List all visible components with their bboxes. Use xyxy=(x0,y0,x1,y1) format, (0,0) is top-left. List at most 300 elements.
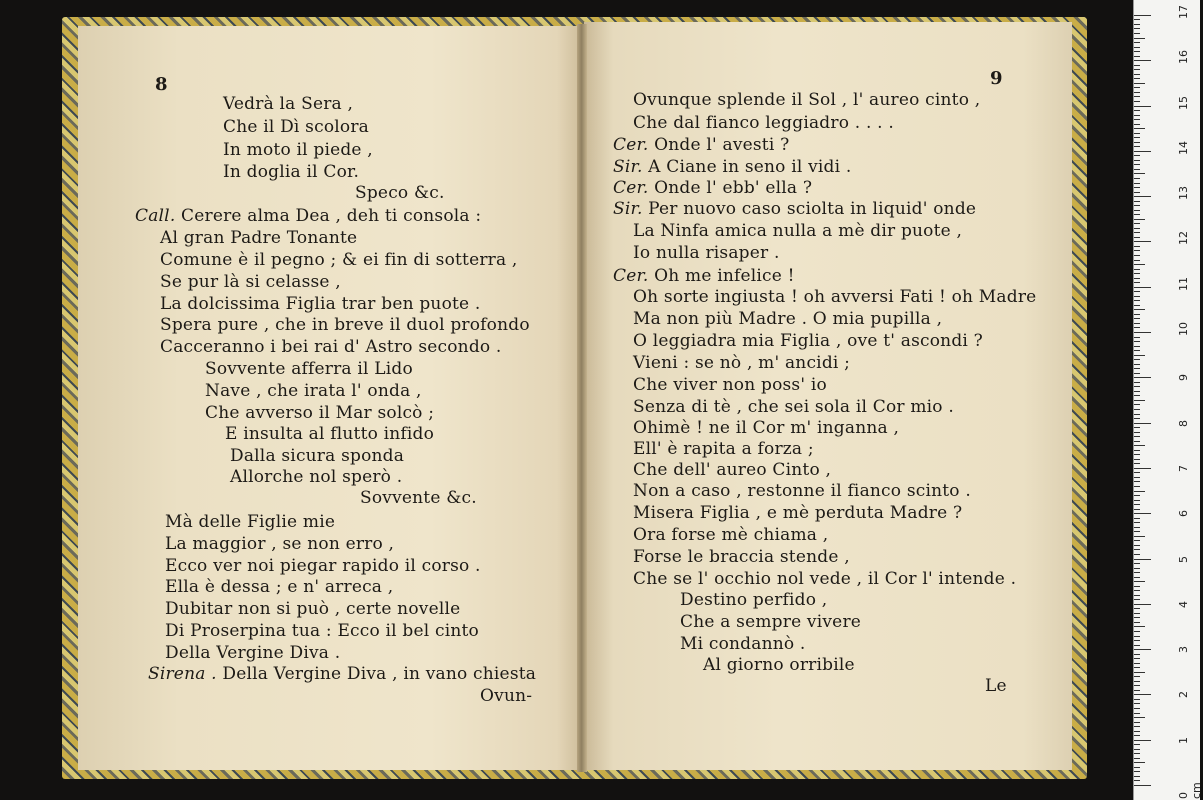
ruler-label: 3 xyxy=(1177,646,1190,654)
ruler-tick xyxy=(1133,160,1140,161)
left-page-line xyxy=(223,140,373,160)
right-page-line xyxy=(613,157,851,177)
ruler-tick xyxy=(1133,577,1140,578)
left-page-line xyxy=(160,337,502,357)
ruler-tick xyxy=(1133,599,1140,600)
ruler-tick xyxy=(1133,722,1140,723)
right-page-line xyxy=(633,353,850,373)
verse-text: Vieni : se nò , m' ancidi ; xyxy=(633,353,851,373)
right-page-line xyxy=(680,590,827,610)
ruler-tick xyxy=(1133,667,1140,668)
left-page-line xyxy=(225,424,434,444)
ruler-tick xyxy=(1133,681,1140,682)
ruler-tick xyxy=(1133,56,1140,57)
verse-text: Della Vergine Diva . xyxy=(165,643,341,663)
verse-text: Che il Dì scolora xyxy=(223,117,369,137)
ruler-tick xyxy=(1133,183,1140,184)
ruler-label: 2 xyxy=(1177,691,1190,699)
ruler-tick xyxy=(1133,631,1140,632)
right-page-line xyxy=(703,655,855,675)
ruler-tick xyxy=(1133,536,1145,537)
ruler-tick xyxy=(1133,771,1140,772)
verse-text: Onde l' ebb' ella ? xyxy=(654,178,813,198)
left-page-line xyxy=(223,162,359,182)
ruler-tick xyxy=(1133,418,1140,419)
ruler-tick xyxy=(1133,69,1140,70)
ruler-tick xyxy=(1133,260,1140,261)
verse-text: Dubitar non si può , certe novelle xyxy=(165,599,461,619)
ruler-tick xyxy=(1133,391,1140,392)
ruler-label: 6 xyxy=(1177,510,1190,518)
ruler-tick xyxy=(1133,228,1140,229)
ruler-tick xyxy=(1133,246,1140,247)
ruler-tick xyxy=(1133,78,1140,79)
ruler-tick xyxy=(1133,142,1140,143)
ruler-tick xyxy=(1133,559,1151,560)
ruler-tick xyxy=(1133,164,1140,165)
ruler-tick xyxy=(1133,155,1140,156)
right-page-line xyxy=(633,503,962,523)
ruler-tick xyxy=(1133,708,1140,709)
ruler-tick xyxy=(1133,219,1145,220)
ruler-tick xyxy=(1133,622,1140,623)
ruler-tick xyxy=(1133,237,1140,238)
verse-text: Che avverso il Mar solcò ; xyxy=(205,403,435,423)
verse-text: Ell' è rapita a forza ; xyxy=(633,439,814,459)
verse-text: Dalla sicura sponda xyxy=(230,446,405,466)
ruler-tick xyxy=(1133,192,1140,193)
ruler-label: 8 xyxy=(1177,419,1190,427)
right-page-line xyxy=(633,439,814,459)
speaker-name: Sir. xyxy=(613,157,649,177)
verse-text: Ovun- xyxy=(480,686,533,706)
right-page-line xyxy=(633,547,850,567)
ruler-tick xyxy=(1133,19,1140,20)
ruler-tick xyxy=(1133,595,1140,596)
left-page-line xyxy=(230,446,404,466)
ruler-label: 9 xyxy=(1177,374,1190,382)
verse-text: E insulta al flutto infido xyxy=(225,424,435,444)
right-page-line xyxy=(633,460,831,480)
right-page-number: 9 xyxy=(990,68,1003,89)
ruler-tick xyxy=(1133,350,1140,351)
ruler-tick xyxy=(1133,481,1140,482)
ruler-label: 4 xyxy=(1177,600,1190,608)
left-page-line xyxy=(360,488,477,508)
right-page-line xyxy=(633,481,971,501)
ruler-tick xyxy=(1133,273,1140,274)
verse-text: Allorche nol sperò . xyxy=(230,467,403,487)
verse-text: Destino perfido , xyxy=(680,590,828,610)
verse-text: Vedrà la Sera , xyxy=(223,94,354,114)
ruler-tick xyxy=(1133,92,1140,93)
ruler-tick xyxy=(1133,436,1140,437)
verse-text: Oh me infelice ! xyxy=(654,266,795,286)
ruler-tick xyxy=(1133,60,1151,61)
ruler-tick xyxy=(1133,762,1145,763)
left-page-line xyxy=(160,272,341,292)
ruler-tick xyxy=(1133,468,1151,469)
ruler-tick xyxy=(1133,640,1140,641)
verse-text: Ma non più Madre . O mia pupilla , xyxy=(633,309,943,329)
ruler-tick xyxy=(1133,713,1140,714)
ruler-tick xyxy=(1133,74,1140,75)
left-page-line xyxy=(135,206,481,226)
ruler-tick xyxy=(1133,346,1140,347)
left-page-line xyxy=(205,403,434,423)
ruler-tick xyxy=(1133,767,1140,768)
ruler-tick xyxy=(1133,386,1140,387)
left-page-line xyxy=(223,94,353,114)
ruler-tick xyxy=(1133,83,1145,84)
ruler-tick xyxy=(1133,491,1145,492)
left-page-line xyxy=(148,664,536,684)
ruler-tick xyxy=(1133,327,1140,328)
ruler-tick xyxy=(1133,527,1140,528)
left-page-line xyxy=(165,534,394,554)
ruler-tick xyxy=(1133,187,1140,188)
ruler-tick xyxy=(1133,201,1140,202)
ruler-tick xyxy=(1133,133,1140,134)
ruler-tick xyxy=(1133,24,1140,25)
ruler-tick xyxy=(1133,106,1151,107)
ruler-tick xyxy=(1133,404,1140,405)
verse-text: A Ciane in seno il vidi . xyxy=(648,157,852,177)
right-page-line xyxy=(633,309,942,329)
ruler-tick xyxy=(1133,699,1140,700)
ruler-tick xyxy=(1133,518,1140,519)
verse-text: Nave , che irata l' onda , xyxy=(205,381,422,401)
verse-text: Misera Figlia , e mè perduta Madre ? xyxy=(633,503,963,523)
verse-text: Mà delle Figlie mie xyxy=(165,512,336,532)
ruler-tick xyxy=(1133,409,1140,410)
ruler-label: 17 xyxy=(1177,4,1190,19)
ruler-tick xyxy=(1133,223,1140,224)
verse-text: Della Vergine Diva , in vano chiesta xyxy=(222,664,537,684)
ruler-tick xyxy=(1133,65,1140,66)
ruler-tick xyxy=(1133,500,1140,501)
ruler-tick xyxy=(1133,590,1140,591)
ruler-tick xyxy=(1133,250,1140,251)
ruler-tick xyxy=(1133,137,1140,138)
ruler-tick xyxy=(1133,300,1140,301)
verse-text: Che dal fianco leggiadro . . . . xyxy=(633,113,894,133)
ruler-tick xyxy=(1133,42,1140,43)
ruler-label: 13 xyxy=(1177,186,1190,201)
speaker-name: Sirena . xyxy=(148,664,223,684)
right-page-line xyxy=(680,612,861,632)
ruler-tick xyxy=(1133,731,1140,732)
ruler-tick xyxy=(1133,173,1145,174)
ruler-tick xyxy=(1133,504,1140,505)
ruler-tick xyxy=(1133,101,1140,102)
ruler-tick xyxy=(1133,654,1140,655)
ruler-tick xyxy=(1133,96,1140,97)
left-page-line xyxy=(165,599,460,619)
ruler-tick xyxy=(1133,726,1140,727)
ruler-tick xyxy=(1133,608,1140,609)
ruler-tick xyxy=(1133,545,1140,546)
ruler-tick xyxy=(1133,445,1145,446)
verse-text: Al giorno orribile xyxy=(703,655,855,675)
verse-text: La maggior , se non erro , xyxy=(165,534,395,554)
ruler-tick xyxy=(1133,337,1140,338)
right-page-line xyxy=(680,634,806,654)
ruler-tick xyxy=(1133,287,1151,288)
ruler-tick xyxy=(1133,264,1145,265)
left-page-line xyxy=(165,512,335,532)
verse-text: Per nuovo caso sciolta in liquid' onde xyxy=(648,199,977,219)
ruler-tick xyxy=(1133,563,1140,564)
right-page-line xyxy=(633,525,828,545)
left-page-line xyxy=(165,556,481,576)
ruler-tick xyxy=(1133,690,1140,691)
verse-text: Cerere alma Dea , deh ti consola : xyxy=(181,206,482,226)
ruler-tick xyxy=(1133,214,1140,215)
ruler-tick xyxy=(1133,210,1140,211)
verse-text: Speco &c. xyxy=(355,183,445,203)
verse-text: Senza di tè , che sei sola il Cor mio . xyxy=(633,397,954,417)
ruler-tick xyxy=(1133,613,1140,614)
ruler-tick xyxy=(1133,758,1140,759)
ruler-tick xyxy=(1133,373,1140,374)
ruler-tick xyxy=(1133,604,1151,605)
left-page-line xyxy=(205,381,422,401)
ruler-tick xyxy=(1133,47,1140,48)
left-page-line xyxy=(160,250,518,270)
left-page-line xyxy=(205,359,413,379)
left-page-line xyxy=(160,315,530,335)
ruler-tick xyxy=(1133,241,1151,242)
ruler-tick xyxy=(1133,291,1140,292)
right-page-line xyxy=(633,243,780,263)
ruler-tick xyxy=(1133,318,1140,319)
verse-text: Comune è il pegno ; & ei fin di sotterra , xyxy=(160,250,518,270)
ruler-tick xyxy=(1133,377,1151,378)
right-page-line xyxy=(613,178,812,198)
right-page-line xyxy=(633,418,899,438)
ruler-tick xyxy=(1133,703,1140,704)
ruler-tick xyxy=(1133,205,1140,206)
ruler-tick xyxy=(1133,735,1140,736)
left-page-line xyxy=(165,643,340,663)
ruler-tick xyxy=(1133,740,1151,741)
ruler-tick xyxy=(1133,568,1140,569)
ruler-tick xyxy=(1133,119,1140,120)
ruler-tick xyxy=(1133,296,1140,297)
speaker-name: Cer. xyxy=(613,135,655,155)
right-page-line xyxy=(633,113,894,133)
ruler-tick xyxy=(1133,636,1140,637)
ruler-tick xyxy=(1133,368,1140,369)
ruler-tick xyxy=(1133,694,1151,695)
ruler-tick xyxy=(1133,309,1145,310)
verse-text: Di Proserpina tua : Ecco il bel cinto xyxy=(165,621,479,641)
verse-text: La Ninfa amica nulla a mè dir puote , xyxy=(633,221,963,241)
ruler-tick xyxy=(1133,51,1140,52)
ruler-tick xyxy=(1133,645,1140,646)
ruler-tick xyxy=(1133,617,1140,618)
ruler-tick xyxy=(1133,663,1140,664)
ruler-tick xyxy=(1133,128,1145,129)
ruler-label: 10 xyxy=(1177,322,1190,336)
ruler-tick xyxy=(1133,178,1140,179)
ruler-tick xyxy=(1133,463,1140,464)
right-page-line xyxy=(633,90,980,110)
ruler-tick xyxy=(1133,477,1140,478)
ruler-tick xyxy=(1133,495,1140,496)
ruler-tick xyxy=(1133,586,1140,587)
ruler-tick xyxy=(1133,432,1140,433)
ruler-label: 1 xyxy=(1177,736,1190,744)
ruler-tick xyxy=(1133,115,1140,116)
verse-text: Se pur là si celasse , xyxy=(160,272,341,292)
verse-text: Oh sorte ingiusta ! oh avversi Fati ! oh Madre xyxy=(633,287,1037,307)
ruler-tick xyxy=(1133,169,1140,170)
right-page-line xyxy=(985,676,1007,696)
ruler-tick xyxy=(1133,672,1145,673)
right-page-line xyxy=(613,199,976,219)
ruler-tick xyxy=(1133,151,1151,152)
measurement-ruler xyxy=(1133,0,1203,800)
ruler-tick xyxy=(1133,196,1151,197)
ruler-tick xyxy=(1133,744,1140,745)
verse-text: Ecco ver noi piegar rapido il corso . xyxy=(165,556,481,576)
ruler-tick xyxy=(1133,305,1140,306)
ruler-tick xyxy=(1133,454,1140,455)
verse-text: In moto il piede , xyxy=(223,140,373,160)
speaker-name: Sir. xyxy=(613,199,649,219)
right-page-line xyxy=(633,331,983,351)
ruler-tick xyxy=(1133,364,1140,365)
ruler-tick xyxy=(1133,323,1140,324)
ruler-tick xyxy=(1133,332,1151,333)
verse-text: Che a sempre vivere xyxy=(680,612,862,632)
ruler-tick xyxy=(1133,531,1140,532)
ruler-tick xyxy=(1133,341,1140,342)
verse-text: Che se l' occhio nol vede , il Cor l' intende . xyxy=(633,569,1017,589)
ruler-tick xyxy=(1133,355,1145,356)
ruler-edge xyxy=(1133,0,1134,800)
ruler-label: 7 xyxy=(1177,464,1190,472)
ruler-tick xyxy=(1133,513,1151,514)
verse-text: Spera pure , che in breve il duol profondo xyxy=(160,315,530,335)
ruler-tick xyxy=(1133,486,1140,487)
verse-text: Onde l' avesti ? xyxy=(654,135,790,155)
right-page-line xyxy=(633,221,962,241)
left-page-line xyxy=(223,117,369,137)
ruler-label: 0 cm xyxy=(1177,782,1203,799)
ruler-label: 5 xyxy=(1177,555,1190,563)
ruler-tick xyxy=(1133,472,1140,473)
verse-text: Al gran Padre Tonante xyxy=(160,228,358,248)
ruler-tick xyxy=(1133,400,1145,401)
verse-text: Forse le braccia stende , xyxy=(633,547,850,567)
ruler-tick xyxy=(1133,780,1140,781)
right-page-line xyxy=(633,569,1016,589)
verse-text: Non a caso , restonne il fianco scinto . xyxy=(633,481,971,501)
left-page-line xyxy=(230,467,402,487)
right-page-line xyxy=(633,375,827,395)
ruler-tick xyxy=(1133,626,1145,627)
ruler-tick xyxy=(1133,423,1151,424)
ruler-tick xyxy=(1133,649,1151,650)
ruler-tick xyxy=(1133,255,1140,256)
ruler-tick xyxy=(1133,359,1140,360)
ruler-tick xyxy=(1133,146,1140,147)
ruler-tick xyxy=(1133,427,1140,428)
ruler-label: 15 xyxy=(1177,95,1190,110)
left-page-number: 8 xyxy=(155,74,168,95)
verse-text: Io nulla risaper . xyxy=(633,243,780,263)
ruler-tick xyxy=(1133,549,1140,550)
ruler-tick xyxy=(1133,382,1140,383)
ruler-tick xyxy=(1133,278,1140,279)
verse-text: Che viver non poss' io xyxy=(633,375,827,395)
ruler-tick xyxy=(1133,717,1145,718)
ruler-tick xyxy=(1133,459,1140,460)
right-page-line xyxy=(633,397,954,417)
left-page-line xyxy=(160,228,357,248)
speaker-name: Call. xyxy=(135,206,182,226)
verse-text: La dolcissima Figlia trar ben puote . xyxy=(160,294,481,314)
ruler-tick xyxy=(1133,282,1140,283)
ruler-tick xyxy=(1133,124,1140,125)
ruler-tick xyxy=(1133,87,1140,88)
verse-text: Ora forse mè chiama , xyxy=(633,525,829,545)
ruler-tick xyxy=(1133,776,1140,777)
speaker-name: Cer. xyxy=(613,178,655,198)
ruler-tick xyxy=(1133,28,1140,29)
left-page-line xyxy=(165,577,393,597)
ruler-tick xyxy=(1133,554,1140,555)
verse-text: Mi condannò . xyxy=(680,634,806,654)
ruler-tick xyxy=(1133,395,1140,396)
left-page-line xyxy=(165,621,479,641)
verse-text: Che dell' aureo Cinto , xyxy=(633,460,832,480)
ruler-tick xyxy=(1133,15,1151,16)
ruler-tick xyxy=(1133,232,1140,233)
ruler-tick xyxy=(1133,509,1140,510)
ruler-tick xyxy=(1133,314,1140,315)
ruler-label: 11 xyxy=(1177,276,1190,291)
ruler-tick xyxy=(1133,441,1140,442)
verse-text: Sovvente &c. xyxy=(360,488,477,508)
ruler-tick xyxy=(1133,658,1140,659)
left-page-line xyxy=(480,686,532,706)
verse-text: Cacceranno i bei rai d' Astro secondo . xyxy=(160,337,502,357)
ruler-tick xyxy=(1133,110,1140,111)
book-gutter xyxy=(577,24,587,772)
ruler-label: 14 xyxy=(1177,140,1190,155)
ruler-tick xyxy=(1133,38,1145,39)
verse-text: Ohimè ! ne il Cor m' inganna , xyxy=(633,418,900,438)
ruler-tick xyxy=(1133,269,1140,270)
ruler-tick xyxy=(1133,581,1145,582)
right-page-line xyxy=(613,135,789,155)
ruler-label: 12 xyxy=(1177,231,1190,246)
ruler-tick xyxy=(1133,753,1140,754)
ruler-tick xyxy=(1133,522,1140,523)
verse-text: In doglia il Cor. xyxy=(223,162,360,182)
ruler-label: 16 xyxy=(1177,50,1190,65)
verse-text: Ella è dessa ; e n' arreca , xyxy=(165,577,394,597)
left-page-line xyxy=(160,294,481,314)
ruler-tick xyxy=(1133,685,1140,686)
verse-text: Sovvente afferra il Lido xyxy=(205,359,413,379)
verse-text: Ovunque splende il Sol , l' aureo cinto , xyxy=(633,90,981,110)
ruler-tick xyxy=(1133,33,1140,34)
